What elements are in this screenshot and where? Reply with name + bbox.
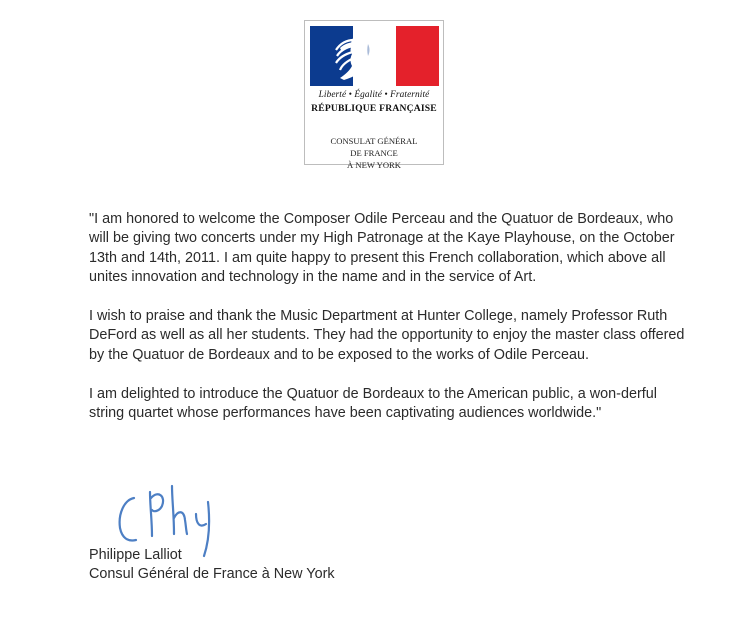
letter-paragraph-2: I wish to praise and thank the Music Department at Hunter College, namely Professor Ruth DeFord as well as all her students. They had the opportunity to enjoy the master class offered by the Quatuor de Bordeaux and to be exposed to the works of Odile Perceau. bbox=[89, 308, 685, 363]
consulate-line-3: À NEW YORK bbox=[347, 160, 401, 170]
marianne-flag-icon bbox=[310, 26, 439, 86]
letter-paragraph-1: "I am honored to welcome the Composer Odile Perceau and the Quatuor de Bordeaux, who will be giving two concerts under my High Patronage at the Kaye Playhouse, on the October 13th and 14th, 2011. I am quite happy to present this French collaboration, which above all unites innovation and technology in the name and in the service of Art. bbox=[89, 211, 675, 286]
signer-title: Consul Général de France à New York bbox=[89, 566, 335, 583]
republique-francaise-text: RÉPUBLIQUE FRANÇAISE bbox=[311, 103, 437, 114]
republique-francaise-logo bbox=[304, 20, 444, 170]
motto-text: Liberté • Égalité • Fraternité bbox=[318, 90, 430, 100]
signer-name: Philippe Lalliot bbox=[89, 547, 182, 563]
letter-paragraph-3: I am delighted to introduce the Quatuor de Bordeaux to the American public, a won-derful string quartet whose performances have been captivating audiences worldwide." bbox=[89, 385, 657, 422]
consulate-name bbox=[305, 117, 443, 171]
consulate-line-1: CONSULAT GÉNÉRAL bbox=[330, 136, 418, 146]
letter-body bbox=[89, 210, 689, 443]
signer-block bbox=[89, 546, 335, 585]
flag-red-band bbox=[396, 26, 439, 86]
consulate-line-2: DE FRANCE bbox=[350, 148, 398, 158]
